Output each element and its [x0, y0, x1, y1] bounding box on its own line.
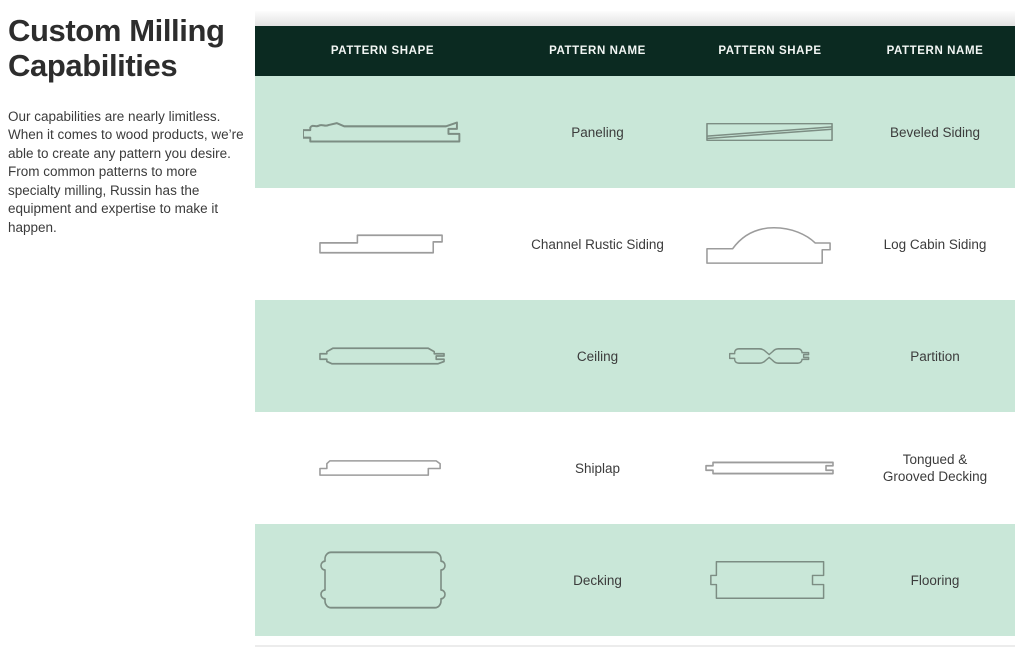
pattern-name: Paneling	[571, 124, 624, 140]
pattern-table-section	[255, 0, 1024, 635]
decking-profile-icon	[255, 524, 510, 636]
tongued-grooved-decking-profile-icon	[685, 412, 855, 524]
shiplap-profile-icon	[255, 412, 510, 524]
pattern-name: Channel Rustic Siding	[531, 236, 664, 252]
table-row	[255, 300, 1015, 412]
pattern-name: Flooring	[910, 572, 960, 588]
ceiling-profile-icon	[255, 300, 510, 412]
paneling-profile-icon	[255, 76, 510, 188]
table-row	[255, 188, 1015, 300]
log-cabin-siding-profile-icon	[685, 188, 855, 300]
milling-patterns-table	[255, 26, 1015, 636]
pattern-table-body	[255, 76, 1015, 636]
table-row	[255, 76, 1015, 188]
table-bottom-edge	[255, 636, 1015, 647]
table-row	[255, 524, 1015, 636]
channel-rustic-siding-profile-icon	[255, 188, 510, 300]
column-header-pattern-name-2: PATTERN NAME	[855, 26, 1015, 76]
pattern-name: Beveled Siding	[889, 124, 981, 140]
column-header-pattern-shape-2: PATTERN SHAPE	[685, 26, 855, 76]
beveled-siding-profile-icon	[685, 76, 855, 188]
horizontal-scrollbar-track[interactable]	[255, 10, 1015, 26]
column-header-pattern-name-1: PATTERN NAME	[510, 26, 685, 76]
pattern-name: Log Cabin Siding	[883, 236, 987, 252]
flooring-profile-icon	[685, 524, 855, 636]
table-header-row	[255, 26, 1015, 76]
pattern-name: Shiplap	[574, 460, 621, 476]
partition-profile-icon	[685, 300, 855, 412]
table-row	[255, 412, 1015, 524]
sidebar	[0, 0, 255, 635]
column-header-pattern-shape-1: PATTERN SHAPE	[255, 26, 510, 76]
pattern-name: Partition	[910, 348, 960, 364]
intro-paragraph: Our capabilities are nearly limitless. When it comes to wood products, we’re able to create any pattern you desire. From common patterns to more specialty milling, Russin has the equipment and expertise to make it happen.	[8, 108, 244, 235]
pattern-name: Ceiling	[576, 348, 619, 364]
page-title: Custom Milling Capabilities	[8, 13, 225, 84]
pattern-name: Tongued & Grooved Decking	[882, 452, 988, 484]
pattern-name: Decking	[573, 572, 622, 588]
